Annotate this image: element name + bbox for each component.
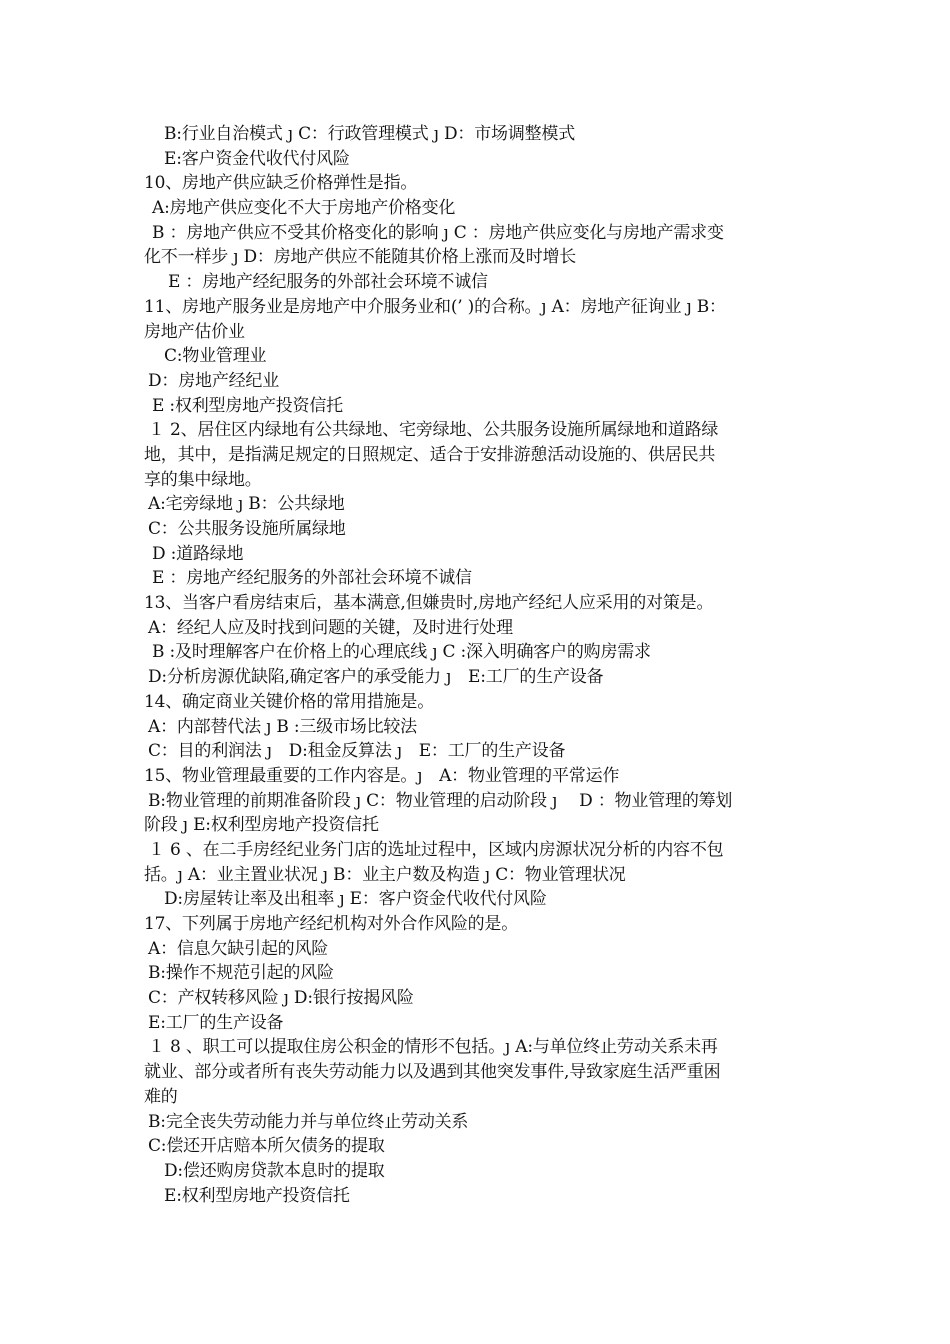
text-line: C：目的利润法 ȷ D:租金反算法 ȷ E：工厂的生产设备 <box>148 741 566 762</box>
text-line: C:物业管理业 <box>164 346 267 367</box>
text-line: D:偿还购房贷款本息时的提取 <box>164 1160 385 1181</box>
text-line: １ 8 、职工可以提取住房公积金的情形不包括。ȷ A:与单位终止劳动关系未再 <box>148 1037 718 1058</box>
text-line: 括。ȷ A：业主置业状况 ȷ B：业主户数及构造 ȷ C：物业管理状况 <box>144 864 626 885</box>
text-line: 14、确定商业关键价格的常用措施是。 <box>144 691 435 712</box>
text-line: 享的集中绿地。 <box>144 469 262 490</box>
text-line: 房地产估价业 <box>144 321 245 342</box>
text-line: E ：房地产经纪服务的外部社会环境不诚信 <box>152 568 472 589</box>
text-line: B ：房地产供应不受其价格变化的影响 ȷ C ：房地产供应变化与房地产需求变 <box>152 222 724 243</box>
text-line: 就业、部分或者所有丧失劳动能力以及遇到其他突发事件,导致家庭生活严重困 <box>144 1062 721 1083</box>
text-line: C：产权转移风险 ȷ D:银行按揭风险 <box>148 988 414 1009</box>
text-line: 11、房地产服务业是房地产中介服务业和(’ )的合称。ȷ A：房地产征询业 ȷ B： <box>144 296 726 317</box>
text-line: B:操作不规范引起的风险 <box>148 963 334 984</box>
text-line: B :及时理解客户在价格上的心理底线 ȷ C :深入明确客户的购房需求 <box>152 642 651 663</box>
text-line: B:行业自治模式 ȷ C：行政管理模式 ȷ D：市场调整模式 <box>164 124 576 144</box>
text-line: A：信息欠缺引起的风险 <box>148 938 329 959</box>
text-line: D：房地产经纪业 <box>148 370 280 391</box>
text-line: 10、房地产供应缺乏价格弹性是指。 <box>144 173 418 194</box>
text-line: １ 6 、在二手房经纪业务门店的选址过程中，区域内房源状况分析的内容不包 <box>148 839 724 860</box>
text-line: 17、下列属于房地产经纪机构对外合作风险的是。 <box>144 914 519 934</box>
text-line: A：经纪人应及时找到问题的关键，及时进行处理 <box>148 617 513 638</box>
text-line: C:偿还开店赔本所欠债务的提取 <box>148 1136 385 1157</box>
text-line: E :权利型房地产投资信托 <box>152 395 343 416</box>
text-line: 化不一样步 ȷ D：房地产供应不能随其价格上涨而及时增长 <box>144 247 577 268</box>
text-line: 地，其中，是指满足规定的日照规定、适合于安排游憩活动设施的、供居民共 <box>144 444 716 465</box>
text-line: E:权利型房地产投资信托 <box>164 1185 350 1206</box>
text-line: 15、物业管理最重要的工作内容是。ȷ A：物业管理的平常运作 <box>144 765 620 786</box>
text-line: E:客户资金代收代付风险 <box>164 148 350 169</box>
text-line: A：内部替代法 ȷ B :三级市场比较法 <box>148 716 417 737</box>
text-line: １ 2、居住区内绿地有公共绿地、宅旁绿地、公共服务设施所属绿地和道路绿 <box>148 420 719 441</box>
text-line: D:房屋转让率及出租率 ȷ E：客户资金代收代付风险 <box>164 889 547 910</box>
document-body <box>144 122 810 1208</box>
text-line: A:房地产供应变化不大于房地产价格变化 <box>152 198 456 219</box>
text-line: E ：房地产经纪服务的外部社会环境不诚信 <box>168 272 488 293</box>
text-line: D:分析房源优缺陷,确定客户的承受能力 ȷ E:工厂的生产设备 <box>148 667 604 688</box>
text-line: 13、当客户看房结束后，基本满意,但嫌贵时,房地产经纪人应采用的对策是。 <box>144 593 714 614</box>
text-line: D :道路绿地 <box>152 543 244 564</box>
text-line: 难的 <box>144 1086 178 1107</box>
text-line: B:完全丧失劳动能力并与单位终止劳动关系 <box>148 1111 469 1132</box>
text-line: A:宅旁绿地 ȷ B：公共绿地 <box>148 494 345 515</box>
text-line: C：公共服务设施所属绿地 <box>148 519 346 539</box>
text-line: 阶段 ȷ E:权利型房地产投资信托 <box>144 815 379 836</box>
text-line: B:物业管理的前期准备阶段 ȷ C：物业管理的启动阶段 ȷ D ：物业管理的筹划 <box>148 790 733 811</box>
text-line: E:工厂的生产设备 <box>148 1012 284 1033</box>
